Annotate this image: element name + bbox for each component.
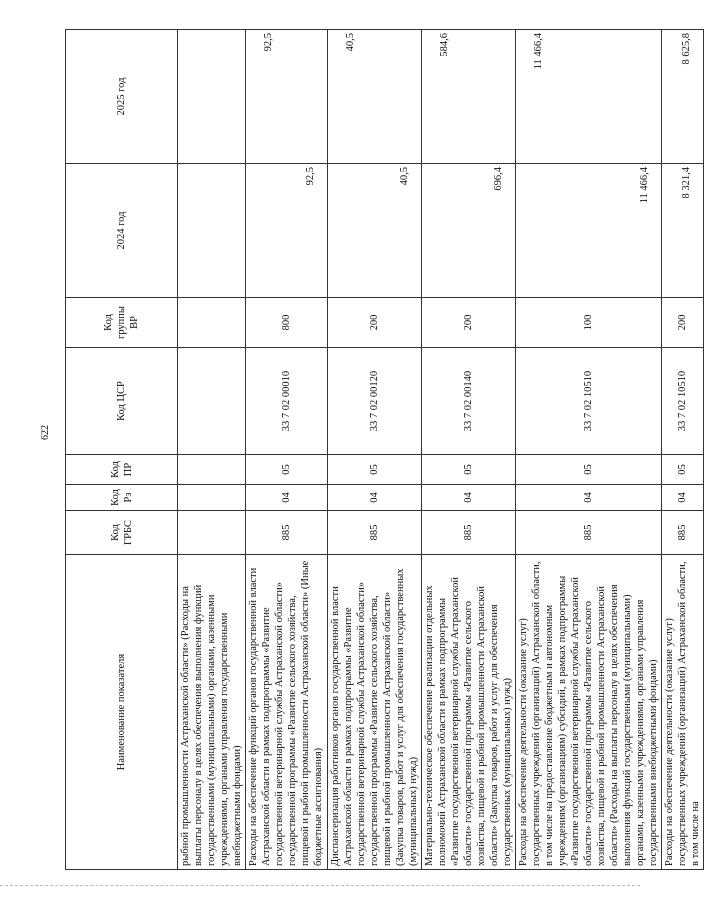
cell-pr: 05 bbox=[516, 455, 662, 485]
table-row bbox=[246, 30, 328, 870]
cell-rz: 04 bbox=[246, 485, 328, 511]
page-number: 622 bbox=[40, 425, 51, 440]
cell-vr bbox=[178, 298, 246, 348]
cell-vr: 800 bbox=[246, 298, 328, 348]
cell-vr: 200 bbox=[328, 298, 422, 348]
cell-2024: 696,4 bbox=[422, 164, 516, 298]
cell-pr bbox=[178, 455, 246, 485]
cell-2025: 584,6 bbox=[422, 30, 516, 164]
cell-rz: 04 bbox=[516, 485, 662, 511]
cell-grbs: 885 bbox=[246, 511, 328, 555]
rotated-table-wrapper bbox=[65, 30, 701, 870]
header-2025: 2025 год bbox=[66, 30, 178, 164]
header-pr: Код ПР bbox=[66, 455, 178, 485]
cell-2025: 40,5 bbox=[328, 30, 422, 164]
row-name: Расходы на обеспечение функций органов государственной власти Астраханской области в рамках подпрограммы «Развитие государственной ветеринарной службы Астраханской области» государственной программы «Развитие сельского хозяйства, пищевой и рыбной промышленности Астраханской области» (Иные бюджетные ассигнования) bbox=[246, 555, 328, 870]
table-row bbox=[422, 30, 516, 870]
table-row bbox=[328, 30, 422, 870]
cell-vr: 100 bbox=[516, 298, 662, 348]
cell-rz bbox=[178, 485, 246, 511]
cell-rz: 04 bbox=[662, 485, 704, 511]
page-edge-rule bbox=[0, 885, 640, 887]
header-csr: Код ЦСР bbox=[66, 348, 178, 455]
cell-2025: 92,5 bbox=[246, 30, 328, 164]
header-vr: Код группы ВР bbox=[66, 298, 178, 348]
cell-csr bbox=[178, 348, 246, 455]
row-name: Расходы на обеспечение деятельности (оказание услуг) государственных учреждений (организаций) Астраханской области, в том числе на bbox=[662, 555, 704, 870]
table-row bbox=[178, 30, 246, 870]
row-name: Расходы на обеспечение деятельности (оказание услуг) государственных учреждений (организаций) Астраханской области, в том числе на предоставление бюджетным и автономным учреждениям (организациям) субсидий, в рамках подпрограммы «Развитие государственной ветеринарной службы Астраханской области» государственной программы «Развитие сельского хозяйства, пищевой и рыбной промышленности Астраханской области» (Расходы на выплаты персоналу в целях обеспечения выполнения функций государственными (муниципальными) органами, казенными учреждениями, органами управления государственными внебюджетными фондами) bbox=[516, 555, 662, 870]
cell-2025 bbox=[178, 30, 246, 164]
row-name: рыбной промышленности Астраханской области» (Расходы на выплаты персоналу в целях обеспечения выполнения функций государственными (муниципальными) органами, казенными учреждениями, органами управления государственными внебюджетными фондами) bbox=[178, 555, 246, 870]
cell-pr: 05 bbox=[422, 455, 516, 485]
cell-grbs bbox=[178, 511, 246, 555]
cell-csr: 33 7 02 10510 bbox=[662, 348, 704, 455]
budget-table bbox=[65, 29, 704, 870]
cell-vr: 200 bbox=[662, 298, 704, 348]
cell-2025: 11 466,4 bbox=[516, 30, 662, 164]
cell-grbs: 885 bbox=[662, 511, 704, 555]
table-row bbox=[662, 30, 704, 870]
row-name: Диспансеризация работников органов государственной власти Астраханской области в рамках подпрограммы «Развитие государственной ветеринарной службы Астраханской области» государственной программы «Развитие сельского хозяйства, пищевой и рыбной промышленности Астраханской области» (Закупка товаров, работ и услуг для обеспечения государственных (муниципальных) нужд) bbox=[328, 555, 422, 870]
cell-grbs: 885 bbox=[516, 511, 662, 555]
cell-vr: 200 bbox=[422, 298, 516, 348]
header-row bbox=[66, 30, 178, 870]
cell-2024: 40,5 bbox=[328, 164, 422, 298]
cell-csr: 33 7 02 00120 bbox=[328, 348, 422, 455]
cell-grbs: 885 bbox=[328, 511, 422, 555]
cell-2024: 11 466,4 bbox=[516, 164, 662, 298]
cell-grbs: 885 bbox=[422, 511, 516, 555]
cell-csr: 33 7 02 10510 bbox=[516, 348, 662, 455]
cell-pr: 05 bbox=[328, 455, 422, 485]
header-name: Наименование показателя bbox=[66, 555, 178, 870]
cell-rz: 04 bbox=[328, 485, 422, 511]
cell-csr: 33 7 02 00140 bbox=[422, 348, 516, 455]
cell-csr: 33 7 02 00010 bbox=[246, 348, 328, 455]
cell-2025: 8 625,8 bbox=[662, 30, 704, 164]
header-grbs: Код ГРБС bbox=[66, 511, 178, 555]
cell-pr: 05 bbox=[662, 455, 704, 485]
header-rz: Код Рз bbox=[66, 485, 178, 511]
cell-rz: 04 bbox=[422, 485, 516, 511]
cell-2024 bbox=[178, 164, 246, 298]
cell-pr: 05 bbox=[246, 455, 328, 485]
header-2024: 2024 год bbox=[66, 164, 178, 298]
row-name: Материально-техническое обеспечение реализации отдельных полномочий Астраханской области в рамках подпрограммы «Развитие государственной ветеринарной службы Астраханской области» государственной программы «Развитие сельского хозяйства, пищевой и рыбной промышленности Астраханской области» (Закупка товаров, работ и услуг для обеспечения государственных (муниципальных) нужд) bbox=[422, 555, 516, 870]
table-row bbox=[516, 30, 662, 870]
cell-2024: 8 321,4 bbox=[662, 164, 704, 298]
cell-2024: 92,5 bbox=[246, 164, 328, 298]
